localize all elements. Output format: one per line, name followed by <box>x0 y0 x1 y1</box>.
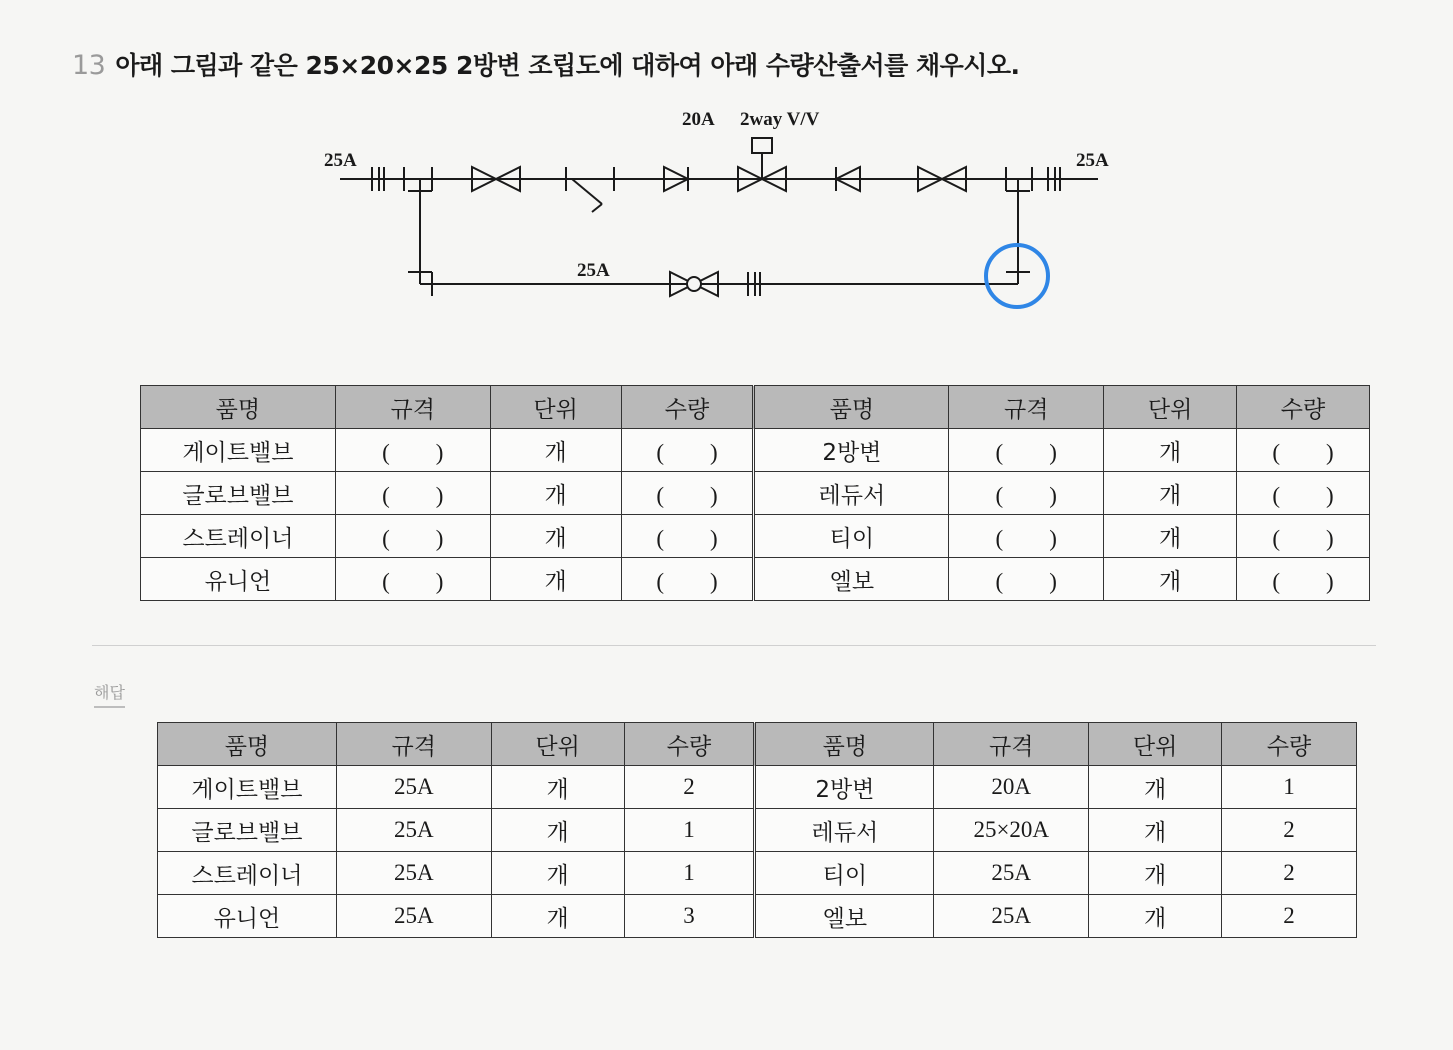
spec-blank[interactable]: ( ) <box>335 515 490 558</box>
spec-blank[interactable]: ( ) <box>949 558 1104 601</box>
section-divider <box>92 645 1376 646</box>
table-row <box>141 429 1370 472</box>
spec-value: 25A <box>934 852 1089 895</box>
unit: 개 <box>1089 809 1222 852</box>
piping-assembly-diagram <box>0 0 1453 330</box>
unit: 개 <box>491 809 624 852</box>
header-qty: 수량 <box>624 723 755 766</box>
header-item: 품명 <box>158 723 337 766</box>
spec-blank[interactable]: ( ) <box>949 472 1104 515</box>
item-name: 스트레이너 <box>141 515 336 558</box>
qty-blank[interactable]: ( ) <box>621 515 754 558</box>
qty-blank[interactable]: ( ) <box>621 558 754 601</box>
item-name: 2방변 <box>755 766 934 809</box>
spec-value: 25×20A <box>934 809 1089 852</box>
spec-value: 25A <box>336 895 491 938</box>
qty-blank[interactable]: ( ) <box>1237 515 1370 558</box>
item-name: 게이트밸브 <box>141 429 336 472</box>
spec-value: 25A <box>336 809 491 852</box>
unit: 개 <box>1104 558 1237 601</box>
header-qty: 수량 <box>1237 386 1370 429</box>
unit: 개 <box>491 895 624 938</box>
unit: 개 <box>1104 515 1237 558</box>
qty-blank[interactable]: ( ) <box>1237 429 1370 472</box>
qty-blank[interactable]: ( ) <box>621 472 754 515</box>
item-name: 티이 <box>755 852 934 895</box>
qty-value: 2 <box>1222 852 1357 895</box>
header-item: 품명 <box>141 386 336 429</box>
unit: 개 <box>490 515 621 558</box>
question-number: 13 <box>72 50 106 81</box>
item-name: 유니언 <box>141 558 336 601</box>
spec-blank[interactable]: ( ) <box>335 472 490 515</box>
spec-blank[interactable]: ( ) <box>949 429 1104 472</box>
qty-value: 1 <box>624 809 755 852</box>
qty-value: 2 <box>1222 809 1357 852</box>
table-row <box>158 852 1357 895</box>
table-row <box>158 809 1357 852</box>
header-spec: 규격 <box>949 386 1104 429</box>
outlet-size-label: 25A <box>1076 150 1109 171</box>
unit: 개 <box>490 472 621 515</box>
item-name: 티이 <box>754 515 949 558</box>
unit: 개 <box>491 766 624 809</box>
unit: 개 <box>1104 429 1237 472</box>
qty-value: 3 <box>624 895 755 938</box>
qty-value: 2 <box>1222 895 1357 938</box>
table-row <box>141 472 1370 515</box>
unit: 개 <box>1089 895 1222 938</box>
spec-value: 25A <box>336 766 491 809</box>
unit: 개 <box>490 429 621 472</box>
table-header-row <box>158 723 1357 766</box>
header-item: 품명 <box>754 386 949 429</box>
qty-value: 1 <box>1222 766 1357 809</box>
item-name: 레듀서 <box>755 809 934 852</box>
item-name: 레듀서 <box>754 472 949 515</box>
header-unit: 단위 <box>1104 386 1237 429</box>
item-name: 유니언 <box>158 895 337 938</box>
table-row <box>158 766 1357 809</box>
unit: 개 <box>1104 472 1237 515</box>
item-name: 엘보 <box>754 558 949 601</box>
qty-blank[interactable]: ( ) <box>1237 558 1370 601</box>
spec-value: 20A <box>934 766 1089 809</box>
header-item: 품명 <box>755 723 934 766</box>
item-name: 글로브밸브 <box>141 472 336 515</box>
unit: 개 <box>1089 852 1222 895</box>
item-name: 게이트밸브 <box>158 766 337 809</box>
header-qty: 수량 <box>1222 723 1357 766</box>
strainer-icon <box>566 167 614 212</box>
question-text: 아래 그림과 같은 25×20×25 2방변 조립도에 대하여 아래 수량산출서를 채우시오. <box>115 51 1020 80</box>
header-spec: 규격 <box>335 386 490 429</box>
table-header-row <box>141 386 1370 429</box>
unit: 개 <box>490 558 621 601</box>
item-name: 엘보 <box>755 895 934 938</box>
table-row <box>141 515 1370 558</box>
spec-blank[interactable]: ( ) <box>335 558 490 601</box>
header-qty: 수량 <box>621 386 754 429</box>
answer-label: 해답 <box>94 680 125 708</box>
valve-size-label: 20A <box>682 109 715 130</box>
spec-value: 25A <box>336 852 491 895</box>
two-way-valve-icon <box>738 138 786 191</box>
qty-blank[interactable]: ( ) <box>621 429 754 472</box>
spec-blank[interactable]: ( ) <box>335 429 490 472</box>
header-spec: 규격 <box>934 723 1089 766</box>
inlet-size-label: 25A <box>324 150 357 171</box>
qty-blank[interactable]: ( ) <box>1237 472 1370 515</box>
qty-value: 2 <box>624 766 755 809</box>
table-row <box>141 558 1370 601</box>
header-unit: 단위 <box>1089 723 1222 766</box>
item-name: 2방변 <box>754 429 949 472</box>
header-unit: 단위 <box>490 386 621 429</box>
valve-name-label: 2way V/V <box>740 109 820 130</box>
table-row <box>158 895 1357 938</box>
answer-quantity-table <box>157 722 1357 938</box>
item-name: 글로브밸브 <box>158 809 337 852</box>
unit: 개 <box>1089 766 1222 809</box>
question-quantity-table <box>140 385 1370 601</box>
spec-blank[interactable]: ( ) <box>949 515 1104 558</box>
spec-value: 25A <box>934 895 1089 938</box>
bypass-size-label: 25A <box>577 260 610 281</box>
unit: 개 <box>491 852 624 895</box>
header-unit: 단위 <box>491 723 624 766</box>
qty-value: 1 <box>624 852 755 895</box>
item-name: 스트레이너 <box>158 852 337 895</box>
header-spec: 규격 <box>336 723 491 766</box>
